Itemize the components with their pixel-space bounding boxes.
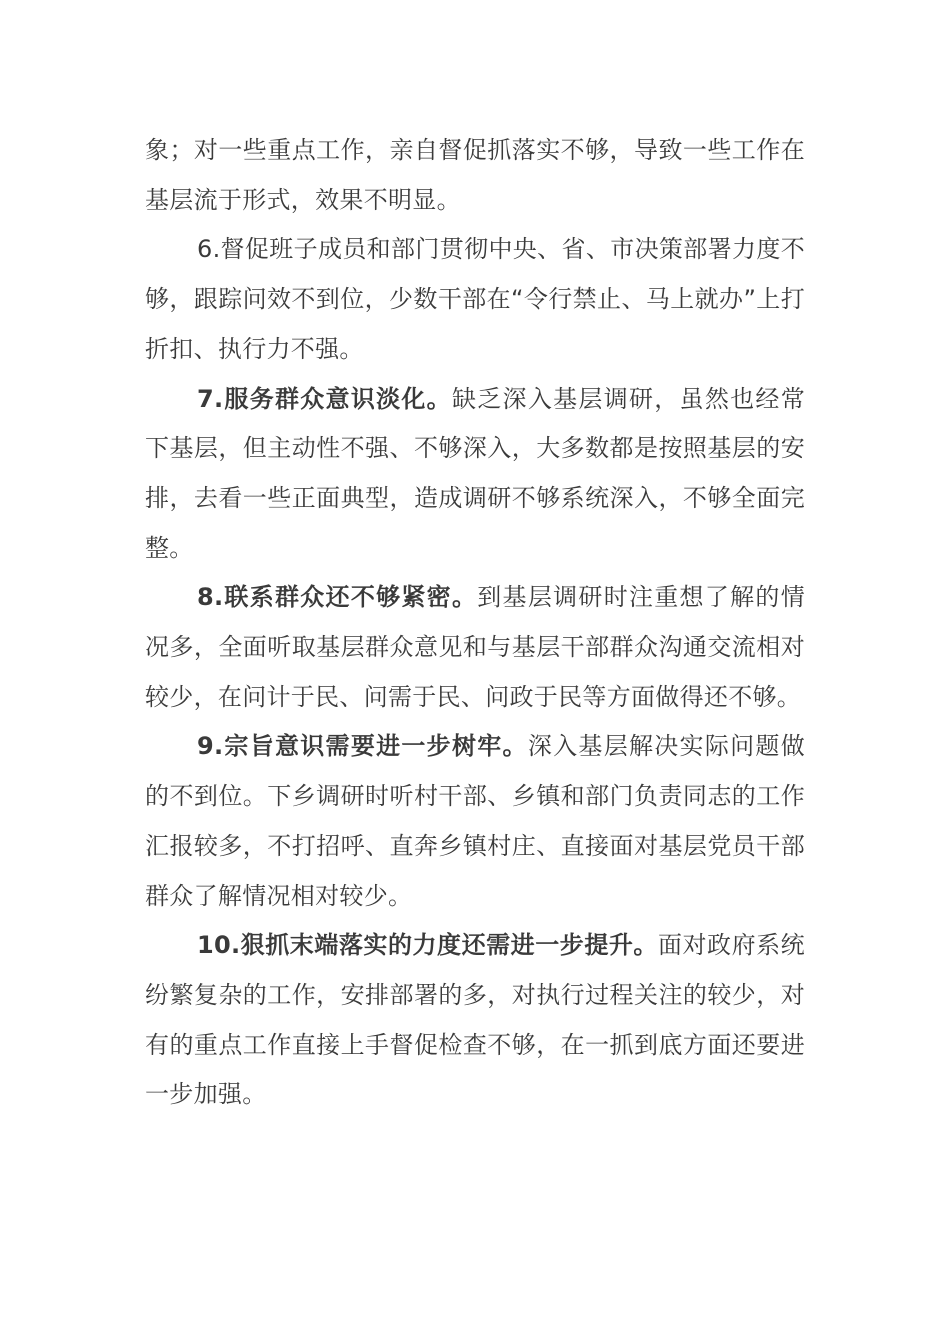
paragraph-item-7 bbox=[145, 375, 805, 574]
paragraph-item-8 bbox=[145, 573, 805, 722]
paragraph-text: 深入基层解决实际问题做的不到位。下乡调研时听村干部、乡镇和部门负责同志的工作汇报较多，不打招呼、直奔乡镇村庄、直接面对基层党员干部群众了解情况相对较少。 bbox=[145, 732, 806, 910]
paragraph-item-6 bbox=[145, 225, 805, 374]
document-body bbox=[145, 126, 805, 1120]
paragraph-heading: 10.狠抓末端落实的力度还需进一步提升。 bbox=[197, 931, 658, 960]
paragraph-item-10 bbox=[145, 921, 805, 1120]
paragraph-heading: 8.联系群众还不够紧密。 bbox=[197, 583, 478, 612]
paragraph-text: 6.督促班子成员和部门贯彻中央、省、市决策部署力度不够，跟踪问效不到位，少数干部在“令行禁止、马上就办”上打折扣、执行力不强。 bbox=[145, 235, 805, 363]
paragraph-text: 缺乏深入基层调研，虽然也经常下基层，但主动性不强、不够深入，大多数都是按照基层的安排，去看一些正面典型，造成调研不够系统深入，不够全面完整。 bbox=[145, 384, 805, 562]
paragraph-continuation bbox=[145, 126, 805, 225]
paragraph-heading: 9.宗旨意识需要进一步树牢。 bbox=[197, 732, 528, 761]
paragraph-text: 面对政府系统纷繁复杂的工作，安排部署的多，对执行过程关注的较少，对有的重点工作直接上手督促检查不够，在一抓到底方面还要进一步加强。 bbox=[145, 931, 805, 1109]
paragraph-item-9 bbox=[145, 722, 805, 921]
paragraph-heading: 7.服务群众意识淡化。 bbox=[197, 384, 452, 413]
paragraph-text: 象；对一些重点工作，亲自督促抓落实不够，导致一些工作在基层流于形式，效果不明显。 bbox=[145, 136, 805, 214]
paragraph-text: 到基层调研时注重想了解的情况多，全面听取基层群众意见和与基层干部群众沟通交流相对较少，在问计于民、问需于民、问政于民等方面做得还不够。 bbox=[145, 583, 805, 711]
